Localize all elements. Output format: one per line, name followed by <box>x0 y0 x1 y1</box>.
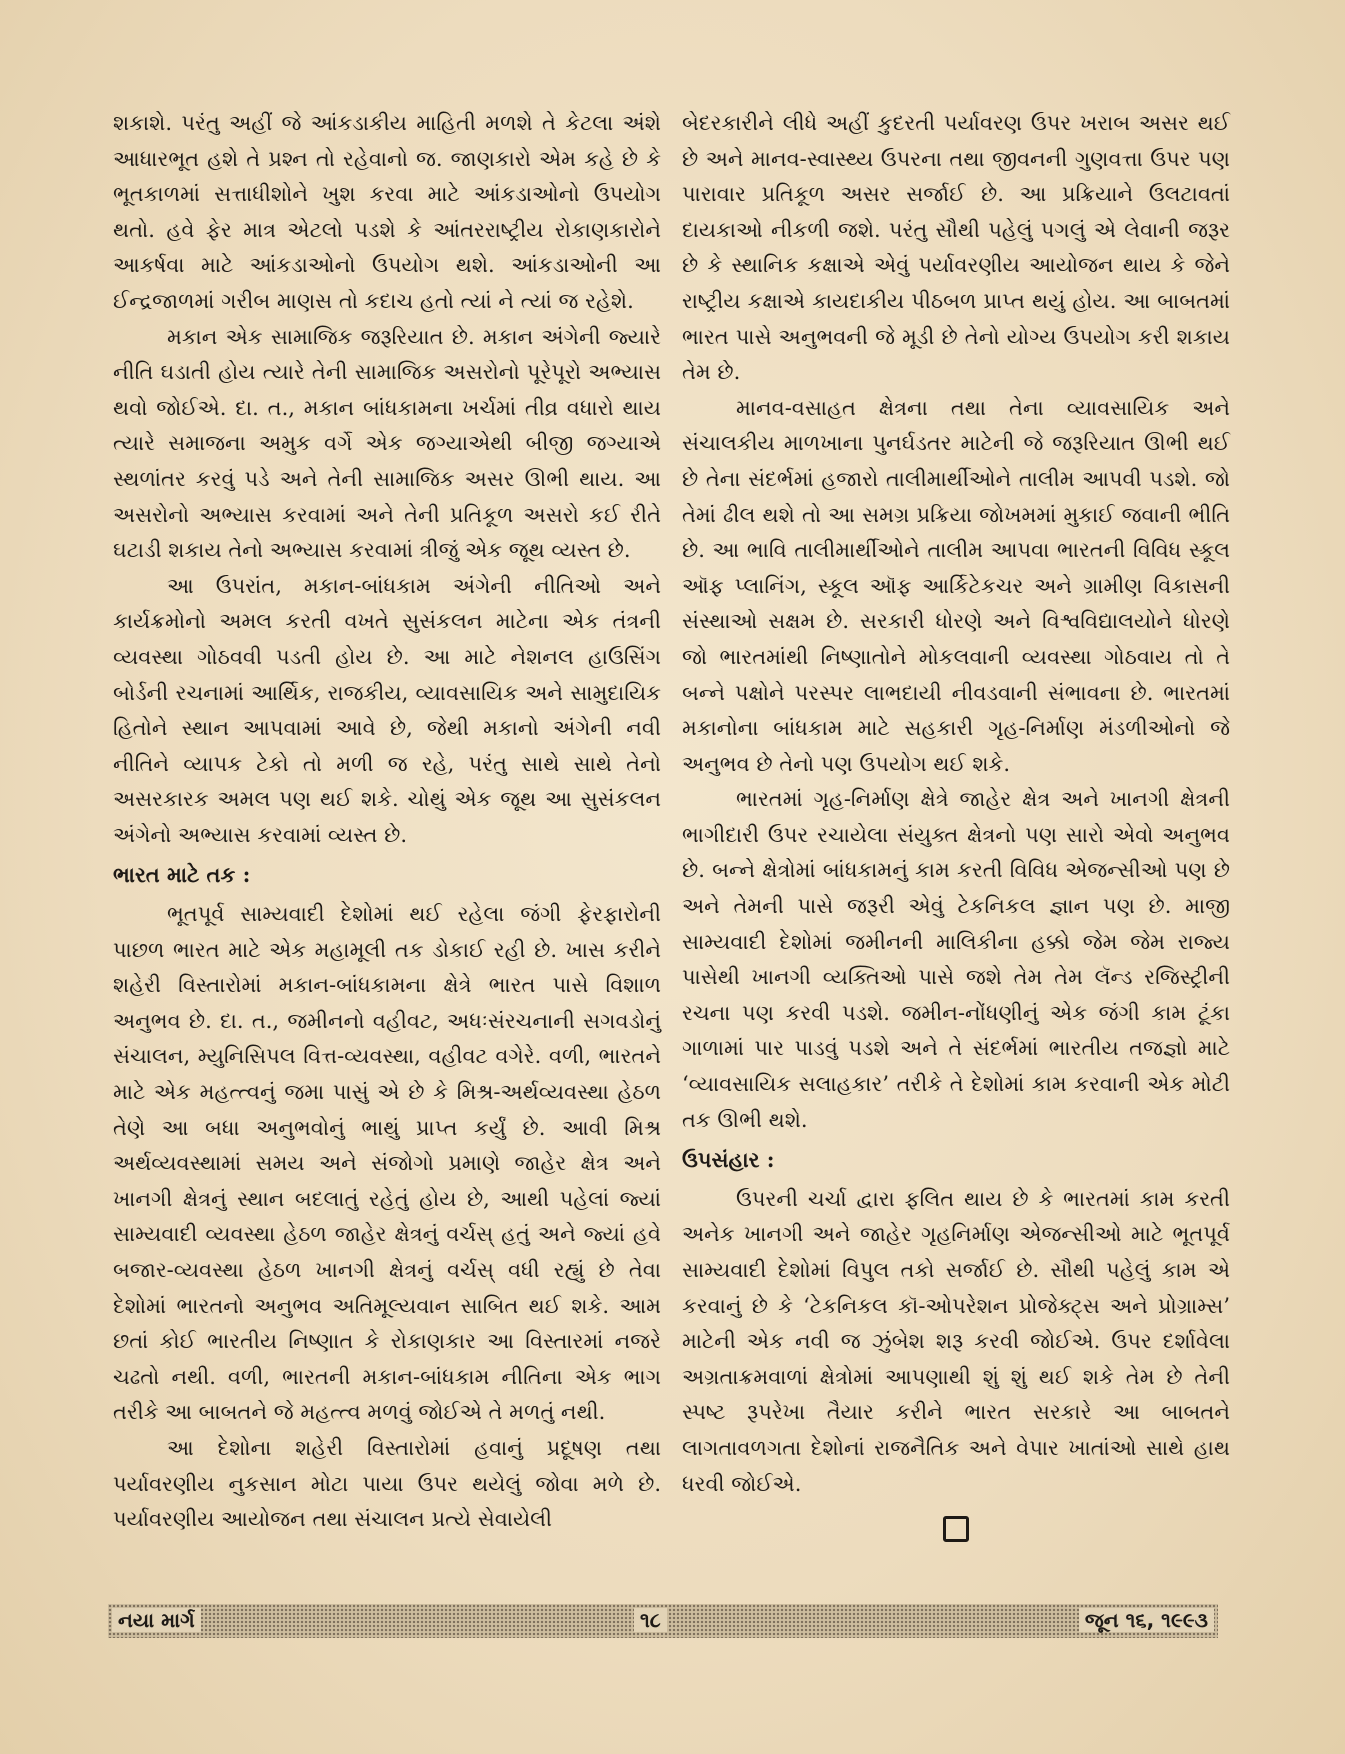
left-column <box>113 106 661 1538</box>
section-heading-opportunity: ભારત માટે તક : <box>113 862 251 888</box>
left-paragraph-3: આ ઉપરાંત, મકાન-બાંધકામ અંગેની નીતિઓ અને કાર્યક્રમોનો અમલ કરતી વખતે સુસંકલન માટેના એક તંત્રની વ્યવસ્થા ગોઠવવી પડતી હોય છે. આ માટે નેશનલ હાઉસિંગ બોર્ડની રચનામાં આર્થિક, રાજકીય, વ્યાવસાયિક અને સામુદાયિક હિતોને સ્થાન આપવામાં આવે છે, જેથી મકાનો અંગેની નવી નીતિને વ્યાપક ટેકો તો મળી જ રહે, પરંતુ સાથે સાથે તેનો અસરકારક અમલ પણ થઈ શકે. ચોથું એક જૂથ આ સુસંકલન અંગેનો અભ્યાસ કરવામાં વ્યસ્ત છે. <box>113 573 661 847</box>
left-paragraph-2: મકાન એક સામાજિક જરૂરિયાત છે. મકાન અંગેની જ્યારે નીતિ ઘડાતી હોય ત્યારે તેની સામાજિક અસરોનો પૂરેપૂરો અભ્યાસ થવો જોઈએ. દા. ત., મકાન બાંધકામના ખર્ચમાં તીવ્ર વધારો થાય ત્યારે સમાજના અમુક વર્ગે એક જગ્યાએથી બીજી જગ્યાએ સ્થળાંતર કરવું પડે અને તેની સામાજિક અસર ઊભી થાય. આ અસરોનો અભ્યાસ કરવામાં અને તેની પ્રતિકૂળ અસરો કઈ રીતે ઘટાડી શકાય તેનો અભ્યાસ કરવામાં ત્રીજું એક જૂથ વ્યસ્ત છે. <box>113 324 661 563</box>
footer-page-number: ૧૮ <box>634 1608 667 1632</box>
left-paragraph-4: ભૂતપૂર્વ સામ્યવાદી દેશોમાં થઈ રહેલા જંગી ફેરફારોની પાછળ ભારત માટે એક મહામૂલી તક ડોકાઈ રહી છે. ખાસ કરીને શહેરી વિસ્તારોમાં મકાન-બાંધકામના ક્ષેત્રે ભારત પાસે વિશાળ અનુભવ છે. દા. ત., જમીનનો વહીવટ, અધઃસંરચનાની સગવડોનું સંચાલન, મ્યુનિસિપલ વિત્ત-વ્યવસ્થા, વહીવટ વગેરે. વળી, ભારતને માટે એક મહત્ત્વનું જમા પાસું એ છે કે મિશ્ર-અર્થવ્યવસ્થા હેઠળ તેણે આ બધા અનુભવોનું ભાથું પ્રાપ્ત કર્યું છે. આવી મિશ્ર અર્થવ્યવસ્થામાં સમય અને સંજોગો પ્રમાણે જાહેર ક્ષેત્ર અને ખાનગી ક્ષેત્રનું સ્થાન બદલાતું રહેતું હોય છે, આથી પહેલાં જ્યાં સામ્યવાદી વ્યવસ્થા હેઠળ જાહેર ક્ષેત્રનું વર્ચસ્ હતું અને જ્યાં હવે બજાર-વ્યવસ્થા હેઠળ ખાનગી ક્ષેત્રનું વર્ચસ્ વધી રહ્યું છે તેવા દેશોમાં ભારતનો અનુભવ અતિમૂલ્યવાન સાબિત થઈ શકે. આમ છતાં કોઈ ભારતીય નિષ્ણાત કે રોકાણકાર આ વિસ્તારમાં નજરે ચઢતો નથી. વળી, ભારતની મકાન-બાંધકામ નીતિના એક ભાગ તરીકે આ બાબતને જે મહત્ત્વ મળવું જોઈએ તે મળતું નથી. <box>113 902 661 1425</box>
footer-issue-date: જૂન ૧૬, ૧૯૯૩ <box>1079 1608 1214 1632</box>
right-paragraph-2: માનવ-વસાહત ક્ષેત્રના તથા તેના વ્યાવસાયિક અને સંચાલકીય માળખાના પુનર્ઘડતર માટેની જે જરૂરિયાત ઊભી થઈ છે તેના સંદર્ભમાં હજારો તાલીમાર્થીઓને તાલીમ આપવી પડશે. જો તેમાં ઢીલ થશે તો આ સમગ્ર પ્રક્રિયા જોખમમાં મુકાઈ જવાની ભીતિ છે. આ ભાવિ તાલીમાર્થીઓને તાલીમ આપવા ભારતની વિવિધ સ્કૂલ ઑફ પ્લાનિંગ, સ્કૂલ ઑફ આર્કિટેકચર અને ગ્રામીણ વિકાસની સંસ્થાઓ સક્ષમ છે. સરકારી ધોરણે અને વિશ્વવિદ્યાલયોને ધોરણે જો ભારતમાંથી નિષ્ણાતોને મોકલવાની વ્યવસ્થા ગોઠવાય તો તે બન્ને પક્ષોને પરસ્પર લાભદાયી નીવડવાની સંભાવના છે. ભારતમાં મકાનોના બાંધકામ માટે સહકારી ગૃહ-નિર્માણ મંડળીઓનો જે અનુભવ છે તેનો પણ ઉપયોગ થઈ શકે. <box>682 395 1230 776</box>
right-paragraph-4: ઉપરની ચર્ચા દ્વારા ફલિત થાય છે કે ભારતમાં કામ કરતી અનેક ખાનગી અને જાહેર ગૃહનિર્માણ એજન્સીઓ માટે ભૂતપૂર્વ સામ્યવાદી દેશોમાં વિપુલ તકો સર્જાઈ છે. સૌથી પહેલું કામ એ કરવાનું છે કે ‘ટેકનિકલ કૉ-ઓપરેશન પ્રોજેક્ટ્સ અને પ્રોગ્રામ્સ’ માટેની એક નવી જ ઝુંબેશ શરૂ કરવી જોઈએ. ઉપર દર્શાવેલા અગ્રતાક્રમવાળાં ક્ષેત્રોમાં આપણાથી શું શું થઈ શકે તેમ છે તેની સ્પષ્ટ રૂપરેખા તૈયાર કરીને ભારત સરકારે આ બાબતને લાગતાવળગતા દેશોનાં રાજનૈતિક અને વેપાર ખાતાંઓ સાથે હાથ ધરવી જોઈએ. <box>682 1186 1230 1496</box>
left-paragraph-1: શકાશે. પરંતુ અહીં જે આંકડાકીય માહિતી મળશે તે કેટલા અંશે આધારભૂત હશે તે પ્રશ્ન તો રહેવાનો જ. જાણકારો એમ કહે છે કે ભૂતકાળમાં સત્તાધીશોને ખુશ કરવા માટે આંકડાઓનો ઉપયોગ થતો. હવે ફેર માત્ર એટલો પડશે કે આંતરરાષ્ટ્રીય રોકાણકારોને આકર્ષવા માટે આંકડાઓનો ઉપયોગ થશે. આંકડાઓની આ ઈન્દ્રજાળમાં ગરીબ માણસ તો કદાચ હતો ત્યાં ને ત્યાં જ રહેશે. <box>113 111 661 313</box>
section-heading-conclusion: ઉપસંહાર : <box>682 1147 775 1173</box>
right-paragraph-3: ભારતમાં ગૃહ-નિર્માણ ક્ષેત્રે જાહેર ક્ષેત્ર અને ખાનગી ક્ષેત્રની ભાગીદારી ઉપર રચાયેલા સંયુક્ત ક્ષેત્રનો પણ સારો એવો અનુભવ છે. બન્ને ક્ષેત્રોમાં બાંધકામનું કામ કરતી વિવિધ એજન્સીઓ પણ છે અને તેમની પાસે જરૂરી એવું ટેકનિકલ જ્ઞાન પણ છે. માજી સામ્યવાદી દેશોમાં જમીનની માલિકીના હક્કો જેમ જેમ રાજ્ય પાસેથી ખાનગી વ્યક્તિઓ પાસે જશે તેમ તેમ લૅન્ડ રજિસ્ટ્રીની રચના પણ કરવી પડશે. જમીન-નોંધણીનું એક જંગી કામ ટૂંકા ગાળામાં પાર પાડવું પડશે અને તે સંદર્ભમાં ભારતીય તજજ્ઞો માટે ‘વ્યાવસાયિક સલાહકાર’ તરીકે તે દેશોમાં કામ કરવાની એક મોટી તક ઊભી થશે. <box>682 787 1230 1132</box>
end-of-article-square-icon <box>943 1516 969 1542</box>
right-paragraph-1: બેદરકારીને લીધે અહીં કુદરતી પર્યાવરણ ઉપર ખરાબ અસર થઈ છે અને માનવ-સ્વાસ્થ્ય ઉપરના તથા જીવનની ગુણવત્તા ઉપર પણ પારાવાર પ્રતિકૂળ અસર સર્જાઈ છે. આ પ્રક્રિયાને ઉલટાવતાં દાયકાઓ નીકળી જશે. પરંતુ સૌથી પહેલું પગલું એ લેવાની જરૂર છે કે સ્થાનિક કક્ષાએ એવું પર્યાવરણીય આયોજન થાય કે જેને રાષ્ટ્રીય કક્ષાએ કાયદાકીય પીઠબળ પ્રાપ્ત થયું હોય. આ બાબતમાં ભારત પાસે અનુભવની જે મૂડી છે તેનો યોગ્ય ઉપયોગ કરી શકાય તેમ છે. <box>682 111 1230 385</box>
right-column <box>682 106 1230 1542</box>
left-paragraph-5: આ દેશોના શહેરી વિસ્તારોમાં હવાનું પ્રદૂષણ તથા પર્યાવરણીય નુકસાન મોટા પાયા ઉપર થયેલું જોવા મળે છે. પર્યાવરણીય આયોજન તથા સંચાલન પ્રત્યે સેવાયેલી <box>113 1435 661 1532</box>
page-footer <box>108 1604 1218 1638</box>
footer-publication-name: નયા માર્ગ <box>112 1608 201 1632</box>
